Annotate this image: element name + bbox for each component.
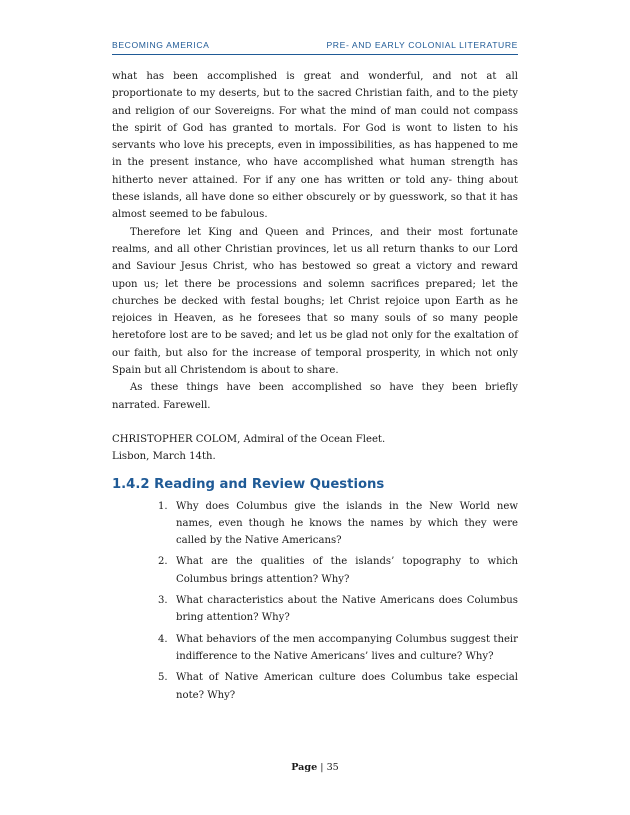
header-book-title: BECOMING AMERICA (112, 40, 210, 50)
list-item (158, 669, 518, 704)
questions-list (112, 498, 518, 704)
signature-name: CHRISTOPHER COLOM, Admiral of the Ocean Fleet. (112, 433, 386, 445)
question-number: 2. (158, 556, 168, 568)
paragraph-continued: what has been accomplished is great and wonderful, and not at all proportionate to my deserts, but to the sacred Christian faith, and to the piety and religion of our Sovereigns. For what the mind of man could not compass the spirit of God has granted to mortals. For God is wont to listen to his servants who love his precepts, even in impossibilities, as has happened to me in the present instance, who have accomplished what human strength has hitherto never attained. For if any one has written or told any- thing about these islands, all have done so either obscurely or by guesswork, so that it has almost seemed to be fabulous. (112, 71, 518, 221)
question-text: Why does Columbus give the islands in the New World new names, even though he knows the names by which they were called by the Native Americans? (176, 500, 518, 547)
main-content (112, 68, 518, 708)
question-text: What of Native American culture does Columbus take especial note? Why? (176, 672, 518, 701)
question-number: 3. (158, 595, 168, 607)
paragraph-farewell: As these things have been accomplished so have they been briefly narrated. Farewell. (112, 382, 518, 411)
page-label: Page (291, 762, 318, 773)
list-item (158, 553, 518, 588)
page-footer (0, 762, 630, 773)
question-text: What are the qualities of the islands’ topography to which Columbus brings attention? Why? (176, 556, 518, 585)
list-item (158, 498, 518, 550)
question-text: What characteristics about the Native Americans does Columbus bring attention? Why? (176, 595, 518, 624)
running-header (112, 40, 518, 50)
paragraph-thanksgiving: Therefore let King and Queen and Princes, and their most fortunate realms, and all other Christian provinces, let us all return thanks to our Lord and Saviour Jesus Christ, who has bestowed so great a victory and reward upon us; let there be processions and solemn sacrifices prepared; let the churches be decked with festal boughs; let Christ rejoice upon Earth as he rejoices in Heaven, as he foresees that so many souls of so many people heretofore lost are to be saved; and let us be glad not only for the exaltation of our faith, but also for the increase of temporal prosperity, in which not only Spain but all Christendom is about to share. (112, 226, 518, 377)
page-separator: | (317, 762, 327, 773)
question-text: What behaviors of the men accompanying Columbus suggest their indifference to the Native Americans’ lives and culture? Why? (176, 633, 518, 662)
page-number: 35 (326, 762, 339, 773)
list-item (158, 631, 518, 666)
signature-place-date: Lisbon, March 14th. (112, 451, 216, 463)
question-number: 4. (158, 633, 168, 645)
section-heading: 1.4.2 Reading and Review Questions (112, 476, 385, 492)
question-number: 1. (158, 500, 168, 512)
header-divider (112, 54, 518, 55)
list-item (158, 592, 518, 627)
header-chapter-title: PRE- AND EARLY COLONIAL LITERATURE (326, 40, 518, 50)
question-number: 5. (158, 672, 168, 684)
